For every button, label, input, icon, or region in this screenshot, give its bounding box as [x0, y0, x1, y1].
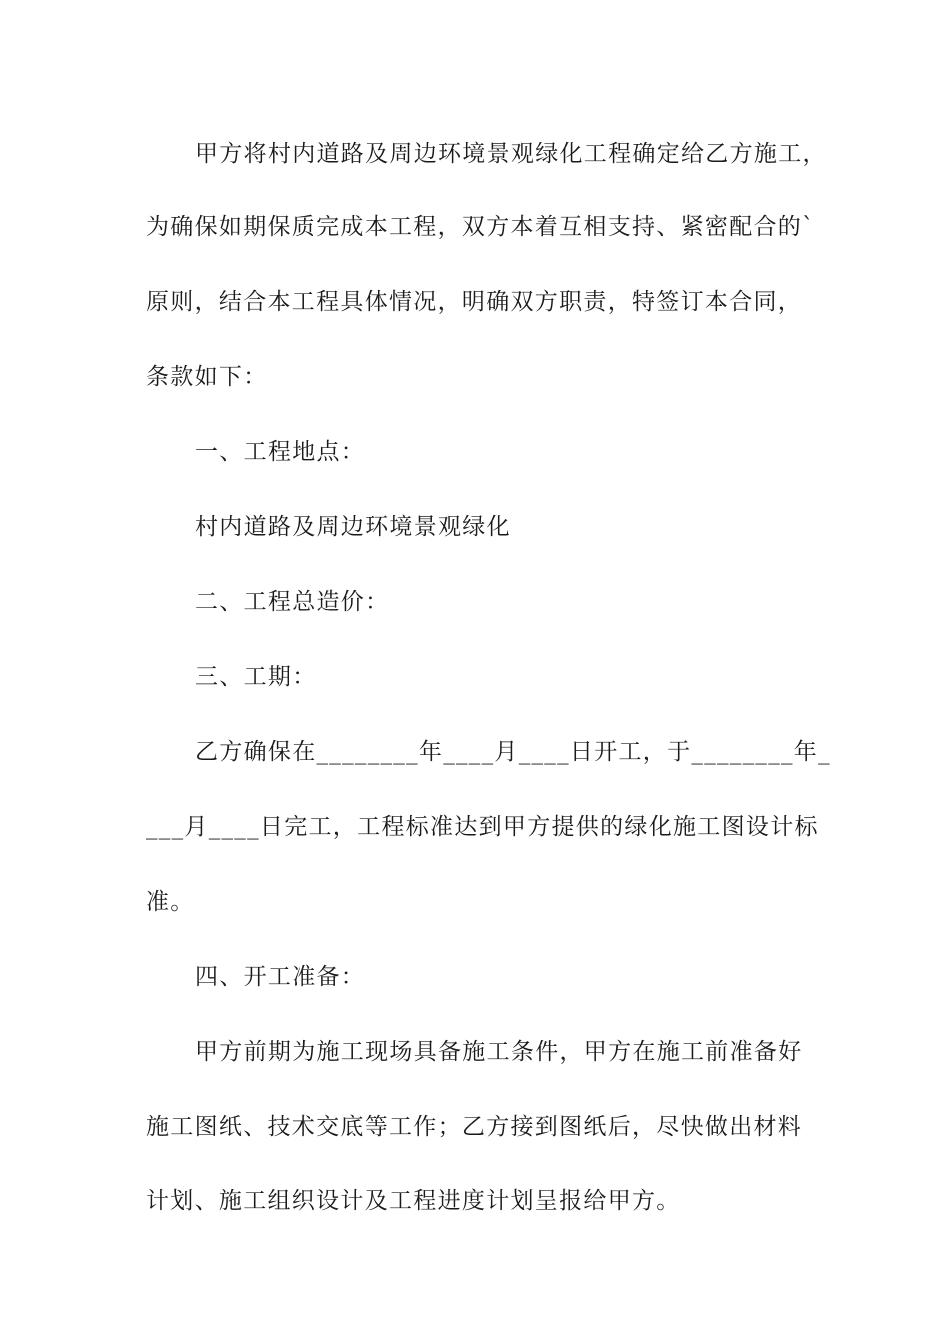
preparation-text-line-1: 甲方前期为施工现场具备施工条件，甲方在施工前准备好 [195, 1039, 803, 1065]
section-heading-preparation: 四、开工准备： [195, 964, 366, 990]
schedule-text-line-1: 乙方确保在________年____月____日开工，于________年_ [195, 739, 831, 765]
paragraph-intro-line-1: 甲方将村内道路及周边环境景观绿化工程确定给乙方施工， [195, 141, 827, 167]
preparation-text-line-2: 施工图纸、技术交底等工作；乙方接到图纸后，尽快做出材料 [146, 1114, 803, 1140]
location-text: 村内道路及周边环境景观绿化 [195, 514, 511, 540]
schedule-text-line-2: ___月____日完工，工程标准达到甲方提供的绿化施工图设计标 [146, 814, 819, 840]
paragraph-intro-line-3: 原则，结合本工程具体情况，明确双方职责，特签订本合同， [146, 289, 803, 315]
section-heading-location: 一、工程地点： [195, 439, 366, 465]
schedule-text-line-3: 准。 [146, 889, 195, 915]
section-heading-schedule: 三、工期： [195, 664, 317, 690]
paragraph-intro-line-2: 为确保如期保质完成本工程，双方本着互相支持、紧密配合的` [146, 214, 815, 240]
preparation-text-line-3: 计划、施工组织设计及工程进度计划呈报给甲方。 [146, 1188, 681, 1214]
section-heading-cost: 二、工程总造价： [195, 589, 390, 615]
paragraph-intro-line-4: 条款如下： [146, 364, 268, 390]
